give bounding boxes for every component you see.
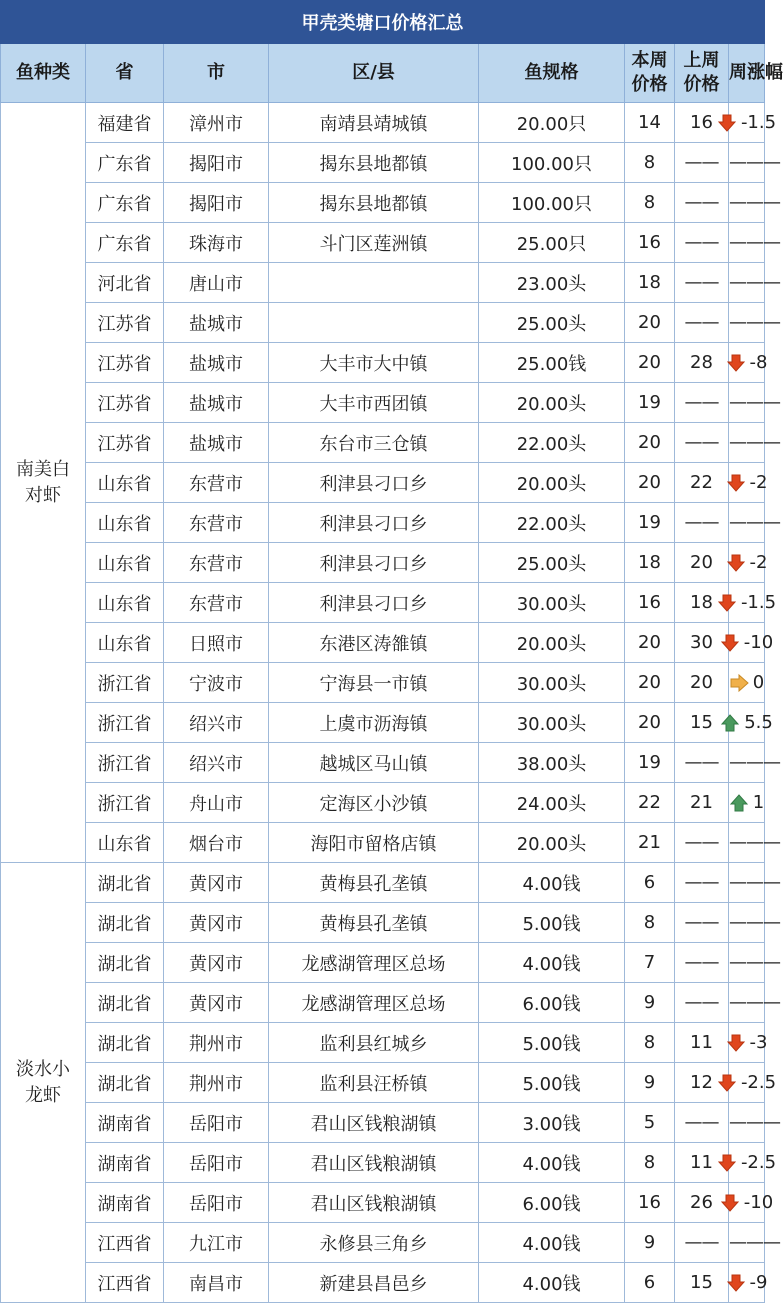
change-cell (729, 1023, 768, 1063)
last-week-price-cell: 20 (675, 663, 729, 703)
change-value: 0 (752, 672, 765, 693)
table-row (1, 1263, 765, 1303)
this-week-price-cell: 22 (625, 783, 675, 823)
change-value: 1 (752, 792, 765, 813)
this-week-price-cell: 21 (625, 823, 675, 863)
change-value: -9 (749, 1272, 768, 1293)
this-week-price-cell: 7 (625, 943, 675, 983)
district-cell: 龙感湖管理区总场 (269, 983, 479, 1023)
change-cell (729, 543, 768, 583)
district-cell: 东台市三仓镇 (269, 423, 479, 463)
province-cell: 山东省 (86, 503, 164, 543)
last-week-price-cell: —— (675, 1103, 729, 1143)
spec-cell: 6.00钱 (479, 1183, 625, 1223)
district-cell: 利津县刁口乡 (269, 503, 479, 543)
table-row (1, 1223, 765, 1263)
spec-cell: 30.00头 (479, 663, 625, 703)
province-cell: 湖南省 (86, 1183, 164, 1223)
change-value: -2.5 (740, 1152, 777, 1173)
province-cell: 湖北省 (86, 1063, 164, 1103)
arrow-down-icon (717, 113, 737, 133)
spec-cell: 25.00只 (479, 223, 625, 263)
last-week-price-cell: —— (675, 303, 729, 343)
spec-cell: 100.00只 (479, 183, 625, 223)
city-cell: 舟山市 (164, 783, 269, 823)
province-cell: 浙江省 (86, 703, 164, 743)
city-cell: 绍兴市 (164, 703, 269, 743)
arrow-down-icon (726, 473, 746, 493)
last-week-price-cell: —— (675, 943, 729, 983)
spec-cell: 38.00头 (479, 743, 625, 783)
change-cell: ——— (729, 943, 765, 983)
table-row (1, 863, 765, 903)
city-cell: 黄冈市 (164, 983, 269, 1023)
change-value: -2 (749, 552, 768, 573)
last-week-price-cell: —— (675, 983, 729, 1023)
this-week-price-cell: 5 (625, 1103, 675, 1143)
spec-cell: 22.00头 (479, 423, 625, 463)
arrow-down-icon (717, 593, 737, 613)
header-district: 区/县 (269, 44, 479, 103)
last-week-price-cell: 16 (675, 103, 729, 143)
this-week-price-cell: 20 (625, 303, 675, 343)
table-row (1, 623, 765, 663)
province-cell: 福建省 (86, 103, 164, 143)
change-value: -10 (743, 1192, 774, 1213)
city-cell: 揭阳市 (164, 143, 269, 183)
arrow-down-icon (720, 633, 740, 653)
species-cell: 南美白 对虾 (1, 103, 86, 863)
change-cell (729, 1143, 777, 1183)
spec-cell: 3.00钱 (479, 1103, 625, 1143)
table-row (1, 463, 765, 503)
last-week-price-cell: 11 (675, 1023, 729, 1063)
change-cell (729, 343, 768, 383)
header-city: 市 (164, 44, 269, 103)
district-cell: 斗门区莲洲镇 (269, 223, 479, 263)
province-cell: 山东省 (86, 463, 164, 503)
city-cell: 黄冈市 (164, 903, 269, 943)
city-cell: 岳阳市 (164, 1183, 269, 1223)
change-value: 5.5 (744, 712, 773, 733)
last-week-price-cell: 22 (675, 463, 729, 503)
change-cell: ——— (729, 263, 765, 303)
city-cell: 盐城市 (164, 303, 269, 343)
city-cell: 荆州市 (164, 1023, 269, 1063)
change-cell (729, 623, 774, 663)
district-cell: 利津县刁口乡 (269, 543, 479, 583)
province-cell: 山东省 (86, 583, 164, 623)
last-week-price-cell: —— (675, 503, 729, 543)
district-cell: 东港区涛雒镇 (269, 623, 479, 663)
table-row (1, 823, 765, 863)
city-cell: 日照市 (164, 623, 269, 663)
city-cell: 九江市 (164, 1223, 269, 1263)
arrow-down-icon (717, 1153, 737, 1173)
spec-cell: 4.00钱 (479, 1143, 625, 1183)
spec-cell: 5.00钱 (479, 903, 625, 943)
city-cell: 岳阳市 (164, 1103, 269, 1143)
district-cell: 大丰市大中镇 (269, 343, 479, 383)
city-cell: 宁波市 (164, 663, 269, 703)
change-cell: ——— (729, 983, 765, 1023)
district-cell (269, 303, 479, 343)
province-cell: 浙江省 (86, 783, 164, 823)
this-week-price-cell: 20 (625, 623, 675, 663)
change-value: -8 (749, 352, 768, 373)
province-cell: 湖北省 (86, 903, 164, 943)
change-cell (729, 1063, 777, 1103)
city-cell: 珠海市 (164, 223, 269, 263)
district-cell: 定海区小沙镇 (269, 783, 479, 823)
last-week-price-cell: —— (675, 223, 729, 263)
change-cell: ——— (729, 863, 765, 903)
change-value: -1.5 (740, 592, 777, 613)
district-cell: 揭东县地都镇 (269, 183, 479, 223)
change-cell (729, 703, 773, 743)
province-cell: 湖北省 (86, 863, 164, 903)
table-row (1, 1103, 765, 1143)
this-week-price-cell: 19 (625, 503, 675, 543)
district-cell: 新建县昌邑乡 (269, 1263, 479, 1303)
this-week-price-cell: 20 (625, 703, 675, 743)
change-cell: ——— (729, 903, 765, 943)
last-week-price-cell: 15 (675, 1263, 729, 1303)
spec-cell: 4.00钱 (479, 943, 625, 983)
arrow-up-icon (720, 713, 740, 733)
this-week-price-cell: 9 (625, 1063, 675, 1103)
district-cell: 君山区钱粮湖镇 (269, 1183, 479, 1223)
spec-cell: 20.00头 (479, 383, 625, 423)
city-cell: 东营市 (164, 583, 269, 623)
header-change: 周涨幅 (729, 44, 765, 103)
change-value: -3 (749, 1032, 768, 1053)
change-cell (729, 1183, 774, 1223)
district-cell: 揭东县地都镇 (269, 143, 479, 183)
table-row (1, 1023, 765, 1063)
last-week-price-cell: 21 (675, 783, 729, 823)
district-cell: 宁海县一市镇 (269, 663, 479, 703)
table-row (1, 983, 765, 1023)
city-cell: 唐山市 (164, 263, 269, 303)
city-cell: 南昌市 (164, 1263, 269, 1303)
this-week-price-cell: 16 (625, 583, 675, 623)
last-week-price-cell: 18 (675, 583, 729, 623)
spec-cell: 4.00钱 (479, 1263, 625, 1303)
this-week-price-cell: 16 (625, 223, 675, 263)
province-cell: 浙江省 (86, 743, 164, 783)
last-week-price-cell: 15 (675, 703, 729, 743)
change-cell: ——— (729, 143, 765, 183)
last-week-price-cell: 12 (675, 1063, 729, 1103)
change-cell: ——— (729, 1223, 765, 1263)
this-week-price-cell: 8 (625, 143, 675, 183)
this-week-price-cell: 20 (625, 663, 675, 703)
change-cell: ——— (729, 383, 765, 423)
table-row (1, 663, 765, 703)
city-cell: 漳州市 (164, 103, 269, 143)
province-cell: 湖北省 (86, 943, 164, 983)
table-row (1, 103, 765, 143)
change-cell (729, 1263, 768, 1303)
spec-cell: 30.00头 (479, 703, 625, 743)
spec-cell: 30.00头 (479, 583, 625, 623)
table-row (1, 423, 765, 463)
table-row (1, 903, 765, 943)
species-cell: 淡水小 龙虾 (1, 863, 86, 1303)
this-week-price-cell: 14 (625, 103, 675, 143)
district-cell: 越城区马山镇 (269, 743, 479, 783)
arrow-down-icon (726, 353, 746, 373)
last-week-price-cell: —— (675, 183, 729, 223)
last-week-price-cell: —— (675, 143, 729, 183)
this-week-price-cell: 6 (625, 863, 675, 903)
this-week-price-cell: 16 (625, 1183, 675, 1223)
province-cell: 湖南省 (86, 1143, 164, 1183)
district-cell: 黄梅县孔垄镇 (269, 903, 479, 943)
city-cell: 盐城市 (164, 383, 269, 423)
city-cell: 荆州市 (164, 1063, 269, 1103)
change-cell: ——— (729, 743, 765, 783)
spec-cell: 100.00只 (479, 143, 625, 183)
province-cell: 浙江省 (86, 663, 164, 703)
table-row (1, 783, 765, 823)
spec-cell: 4.00钱 (479, 863, 625, 903)
this-week-price-cell: 9 (625, 1223, 675, 1263)
district-cell: 君山区钱粮湖镇 (269, 1143, 479, 1183)
change-cell (729, 663, 765, 703)
header-last-week: 上周 价格 (675, 44, 729, 103)
last-week-price-cell: 11 (675, 1143, 729, 1183)
province-cell: 湖北省 (86, 983, 164, 1023)
province-cell: 江西省 (86, 1223, 164, 1263)
header-species: 鱼种类 (1, 44, 86, 103)
table-row (1, 1063, 765, 1103)
spec-cell: 20.00只 (479, 103, 625, 143)
province-cell: 山东省 (86, 543, 164, 583)
district-cell: 监利县红城乡 (269, 1023, 479, 1063)
city-cell: 东营市 (164, 503, 269, 543)
change-value: -2 (749, 472, 768, 493)
change-cell: ——— (729, 183, 765, 223)
change-cell (729, 783, 765, 823)
this-week-price-cell: 20 (625, 343, 675, 383)
district-cell: 监利县汪桥镇 (269, 1063, 479, 1103)
spec-cell: 5.00钱 (479, 1063, 625, 1103)
last-week-price-cell: 30 (675, 623, 729, 663)
this-week-price-cell: 18 (625, 263, 675, 303)
province-cell: 江苏省 (86, 383, 164, 423)
district-cell: 黄梅县孔垄镇 (269, 863, 479, 903)
spec-cell: 20.00头 (479, 463, 625, 503)
city-cell: 岳阳市 (164, 1143, 269, 1183)
this-week-price-cell: 6 (625, 1263, 675, 1303)
change-cell: ——— (729, 823, 765, 863)
city-cell: 绍兴市 (164, 743, 269, 783)
last-week-price-cell: 28 (675, 343, 729, 383)
city-cell: 东营市 (164, 543, 269, 583)
last-week-price-cell: —— (675, 383, 729, 423)
province-cell: 山东省 (86, 823, 164, 863)
table-row (1, 1183, 765, 1223)
city-cell: 揭阳市 (164, 183, 269, 223)
city-cell: 东营市 (164, 463, 269, 503)
city-cell: 盐城市 (164, 343, 269, 383)
change-value: -2.5 (740, 1072, 777, 1093)
province-cell: 江苏省 (86, 423, 164, 463)
last-week-price-cell: 26 (675, 1183, 729, 1223)
district-cell: 君山区钱粮湖镇 (269, 1103, 479, 1143)
arrow-right-icon (729, 673, 749, 693)
table-row (1, 183, 765, 223)
spec-cell: 24.00头 (479, 783, 625, 823)
change-cell: ——— (729, 1103, 765, 1143)
change-value: -1.5 (740, 112, 777, 133)
header-spec: 鱼规格 (479, 44, 625, 103)
spec-cell: 23.00头 (479, 263, 625, 303)
this-week-price-cell: 19 (625, 383, 675, 423)
last-week-price-cell: —— (675, 1223, 729, 1263)
change-cell: ——— (729, 503, 765, 543)
district-cell: 南靖县靖城镇 (269, 103, 479, 143)
city-cell: 黄冈市 (164, 943, 269, 983)
spec-cell: 5.00钱 (479, 1023, 625, 1063)
table-row (1, 1143, 765, 1183)
table-body (1, 103, 780, 1303)
district-cell: 海阳市留格店镇 (269, 823, 479, 863)
change-cell: ——— (729, 423, 765, 463)
district-cell: 上虞市沥海镇 (269, 703, 479, 743)
province-cell: 湖南省 (86, 1103, 164, 1143)
province-cell: 湖北省 (86, 1023, 164, 1063)
province-cell: 广东省 (86, 183, 164, 223)
province-cell: 江苏省 (86, 303, 164, 343)
table-row (1, 543, 765, 583)
city-cell: 黄冈市 (164, 863, 269, 903)
district-cell: 大丰市西团镇 (269, 383, 479, 423)
header-this-week: 本周 价格 (625, 44, 675, 103)
table-row (1, 743, 765, 783)
this-week-price-cell: 8 (625, 1143, 675, 1183)
spec-cell: 4.00钱 (479, 1223, 625, 1263)
spec-cell: 20.00头 (479, 823, 625, 863)
city-cell: 烟台市 (164, 823, 269, 863)
change-value: -10 (743, 632, 774, 653)
arrow-down-icon (726, 1273, 746, 1293)
table-title: 甲壳类塘口价格汇总 (1, 1, 765, 44)
last-week-price-cell: —— (675, 863, 729, 903)
arrow-down-icon (726, 1033, 746, 1053)
last-week-price-cell: —— (675, 823, 729, 863)
table-row (1, 143, 765, 183)
table-row (1, 343, 765, 383)
arrow-down-icon (720, 1193, 740, 1213)
header-province: 省 (86, 44, 164, 103)
table-row (1, 303, 765, 343)
change-cell: ——— (729, 223, 765, 263)
district-cell: 利津县刁口乡 (269, 583, 479, 623)
city-cell: 盐城市 (164, 423, 269, 463)
district-cell: 永修县三角乡 (269, 1223, 479, 1263)
province-cell: 江西省 (86, 1263, 164, 1303)
last-week-price-cell: —— (675, 263, 729, 303)
last-week-price-cell: —— (675, 743, 729, 783)
this-week-price-cell: 9 (625, 983, 675, 1023)
spec-cell: 25.00头 (479, 543, 625, 583)
table-row (1, 583, 765, 623)
this-week-price-cell: 20 (625, 463, 675, 503)
this-week-price-cell: 8 (625, 903, 675, 943)
spec-cell: 22.00头 (479, 503, 625, 543)
table-row (1, 223, 765, 263)
last-week-price-cell: —— (675, 423, 729, 463)
province-cell: 山东省 (86, 623, 164, 663)
province-cell: 江苏省 (86, 343, 164, 383)
arrow-down-icon (717, 1073, 737, 1093)
table-row (1, 703, 765, 743)
district-cell: 龙感湖管理区总场 (269, 943, 479, 983)
table-row (1, 503, 765, 543)
province-cell: 河北省 (86, 263, 164, 303)
last-week-price-cell: 20 (675, 543, 729, 583)
spec-cell: 6.00钱 (479, 983, 625, 1023)
spec-cell: 25.00钱 (479, 343, 625, 383)
district-cell (269, 263, 479, 303)
province-cell: 广东省 (86, 143, 164, 183)
change-cell (729, 463, 768, 503)
district-cell: 利津县刁口乡 (269, 463, 479, 503)
this-week-price-cell: 20 (625, 423, 675, 463)
table-row (1, 263, 765, 303)
last-week-price-cell: —— (675, 903, 729, 943)
change-cell (729, 103, 777, 143)
change-cell (729, 583, 777, 623)
change-cell: ——— (729, 303, 765, 343)
this-week-price-cell: 19 (625, 743, 675, 783)
spec-cell: 25.00头 (479, 303, 625, 343)
arrow-up-icon (729, 793, 749, 813)
spec-cell: 20.00头 (479, 623, 625, 663)
this-week-price-cell: 8 (625, 1023, 675, 1063)
this-week-price-cell: 8 (625, 183, 675, 223)
arrow-down-icon (726, 553, 746, 573)
this-week-price-cell: 18 (625, 543, 675, 583)
province-cell: 广东省 (86, 223, 164, 263)
table-row (1, 943, 765, 983)
table-row (1, 383, 765, 423)
